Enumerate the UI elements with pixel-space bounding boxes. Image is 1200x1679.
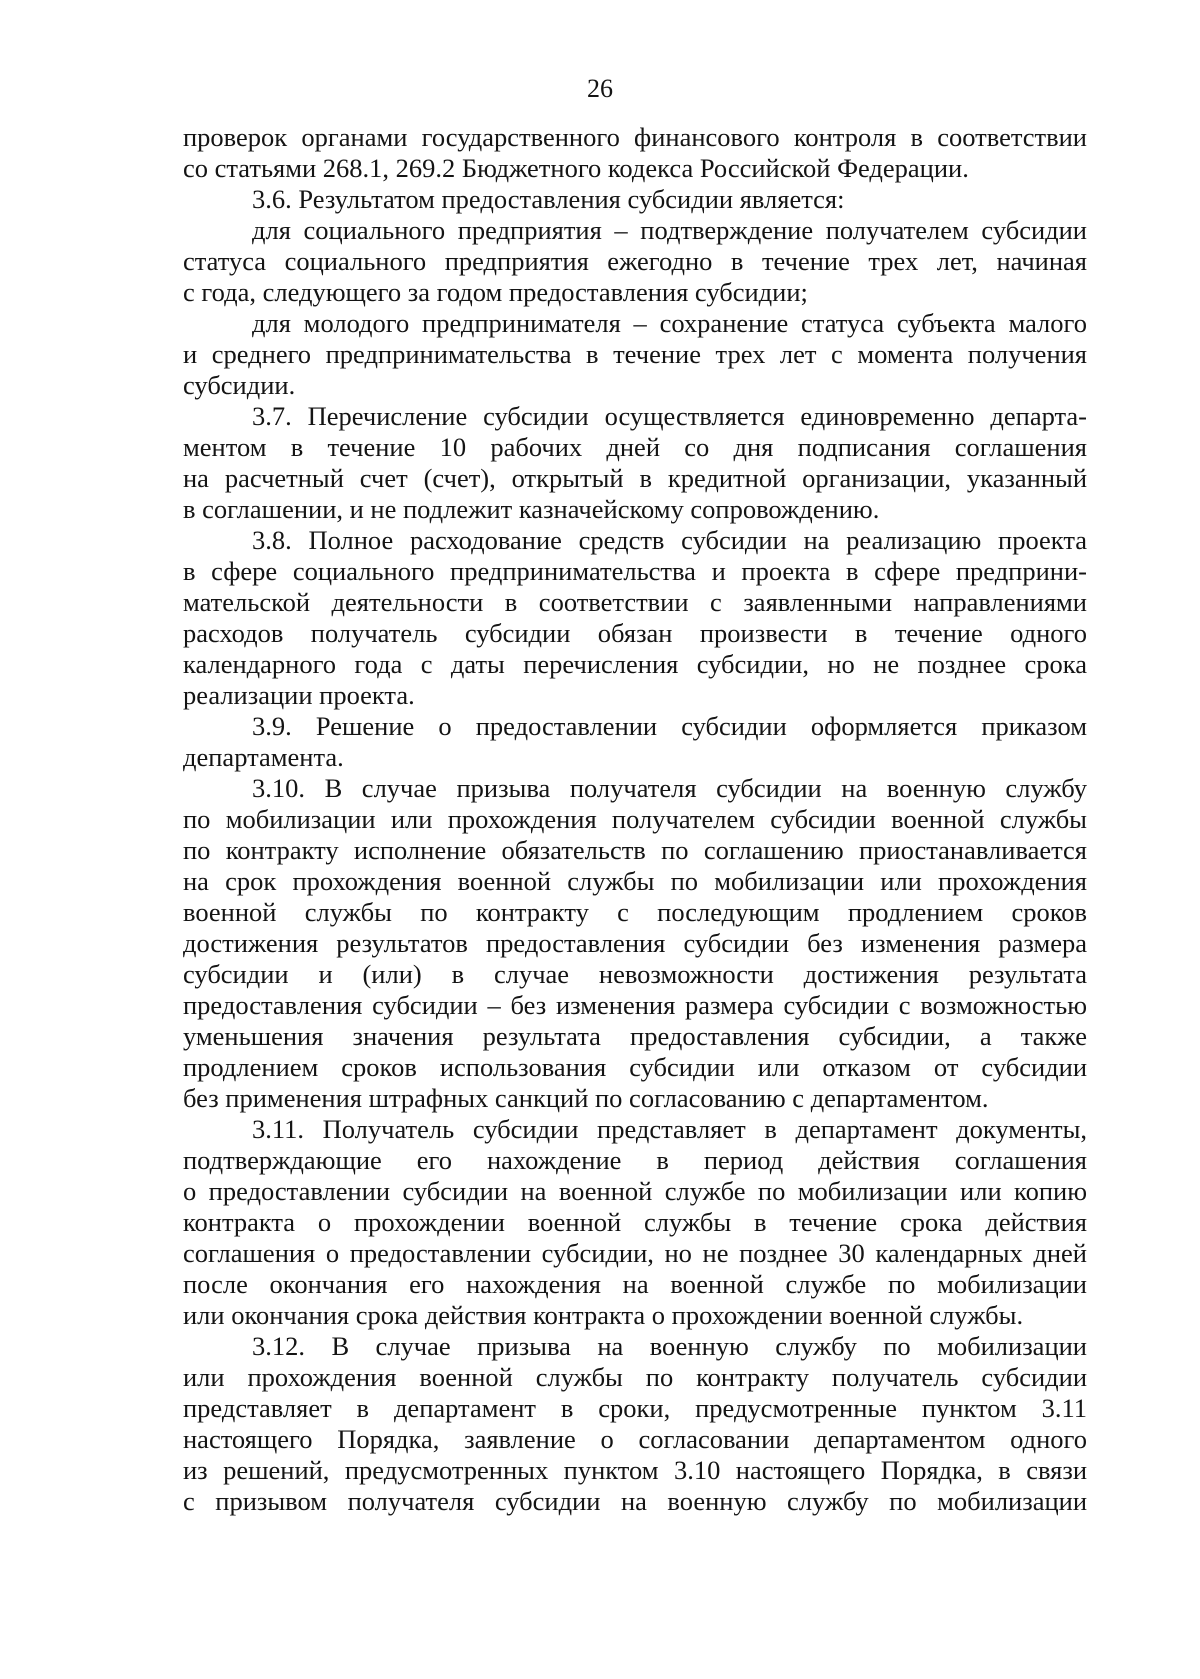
- text-line: 3.6. Результатом предоставления субсидии является:: [252, 184, 845, 214]
- text-line: о предоставлении субсидии на военной службе по мобилизации или копию: [183, 1176, 1087, 1206]
- text-line: со статьями 268.1, 269.2 Бюджетного кодекса Российской Федерации.: [183, 153, 969, 183]
- text-line: на расчетный счет (счет), открытый в кредитной организации, указанный: [183, 463, 1087, 493]
- paragraph: [183, 122, 1087, 184]
- page-number: 26: [587, 74, 613, 103]
- text-line: департамента.: [183, 742, 344, 772]
- text-line: по мобилизации или прохождения получателем субсидии военной службы: [183, 804, 1087, 834]
- text-line: для социального предприятия – подтверждение получателем субсидии: [252, 215, 1087, 245]
- text-line: на срок прохождения военной службы по мобилизации или прохождения: [183, 866, 1087, 896]
- text-line: календарного года с даты перечисления субсидии, но не позднее срока: [183, 649, 1087, 679]
- text-line: после окончания его нахождения на военной службе по мобилизации: [183, 1269, 1087, 1299]
- text-line: статуса социального предприятия ежегодно в течение трех лет, начиная: [183, 246, 1087, 276]
- text-line: 3.7. Перечисление субсидии осуществляется единовременно департа-: [252, 401, 1087, 431]
- paragraph: [183, 308, 1087, 401]
- text-line: 3.9. Решение о предоставлении субсидии оформляется приказом: [252, 711, 1087, 741]
- paragraph: [183, 525, 1087, 711]
- text-line: или окончания срока действия контракта о прохождении военной службы.: [183, 1300, 1024, 1330]
- text-line: 3.10. В случае призыва получателя субсидии на военную службу: [252, 773, 1087, 803]
- document-body: [183, 122, 1087, 1517]
- text-line: из решений, предусмотренных пунктом 3.10 настоящего Порядка, в связи: [183, 1455, 1087, 1485]
- paragraph: [183, 711, 1087, 773]
- text-line: и среднего предпринимательства в течение трех лет с момента получения: [183, 339, 1087, 369]
- text-line: представляет в департамент в сроки, предусмотренные пунктом 3.11: [183, 1393, 1087, 1423]
- text-line: или прохождения военной службы по контракту получатель субсидии: [183, 1362, 1087, 1392]
- text-line: 3.8. Полное расходование средств субсидии на реализацию проекта: [252, 525, 1087, 555]
- text-line: достижения результатов предоставления субсидии без изменения размера: [183, 928, 1087, 958]
- text-line: соглашения о предоставлении субсидии, но не позднее 30 календарных дней: [183, 1238, 1087, 1268]
- text-line: мательской деятельности в соответствии с заявленными направлениями: [183, 587, 1087, 617]
- paragraph: [183, 773, 1087, 1114]
- paragraph: [183, 1114, 1087, 1331]
- text-line: настоящего Порядка, заявление о согласовании департаментом одного: [183, 1424, 1087, 1454]
- text-line: субсидии и (или) в случае невозможности достижения результата: [183, 959, 1087, 989]
- text-line: по контракту исполнение обязательств по соглашению приостанавливается: [183, 835, 1087, 865]
- paragraph: [183, 401, 1087, 525]
- text-line: с года, следующего за годом предоставления субсидии;: [183, 277, 808, 307]
- text-line: субсидии.: [183, 370, 296, 400]
- paragraph: [183, 184, 1087, 215]
- text-line: контракта о прохождении военной службы в течение срока действия: [183, 1207, 1087, 1237]
- text-line: с призывом получателя субсидии на военную службу по мобилизации: [183, 1486, 1087, 1516]
- text-line: в сфере социального предпринимательства и проекта в сфере предприни-: [183, 556, 1087, 586]
- text-line: предоставления субсидии – без изменения размера субсидии с возможностью: [183, 990, 1087, 1020]
- text-line: проверок органами государственного финансового контроля в соответствии: [183, 122, 1087, 152]
- text-line: реализации проекта.: [183, 680, 415, 710]
- text-line: 3.12. В случае призыва на военную службу по мобилизации: [252, 1331, 1087, 1361]
- text-line: для молодого предпринимателя – сохранение статуса субъекта малого: [252, 308, 1087, 338]
- text-line: расходов получатель субсидии обязан произвести в течение одного: [183, 618, 1087, 648]
- paragraph: [183, 215, 1087, 308]
- paragraph: [183, 1331, 1087, 1517]
- text-line: без применения штрафных санкций по согласованию с департаментом.: [183, 1083, 989, 1113]
- text-line: подтверждающие его нахождение в период действия соглашения: [183, 1145, 1087, 1175]
- text-line: ментом в течение 10 рабочих дней со дня подписания соглашения: [183, 432, 1087, 462]
- text-line: 3.11. Получатель субсидии представляет в департамент документы,: [252, 1114, 1087, 1144]
- text-line: военной службы по контракту с последующим продлением сроков: [183, 897, 1087, 927]
- text-line: в соглашении, и не подлежит казначейскому сопровождению.: [183, 494, 880, 524]
- text-line: уменьшения значения результата предоставления субсидии, а также: [183, 1021, 1087, 1051]
- text-line: продлением сроков использования субсидии или отказом от субсидии: [183, 1052, 1087, 1082]
